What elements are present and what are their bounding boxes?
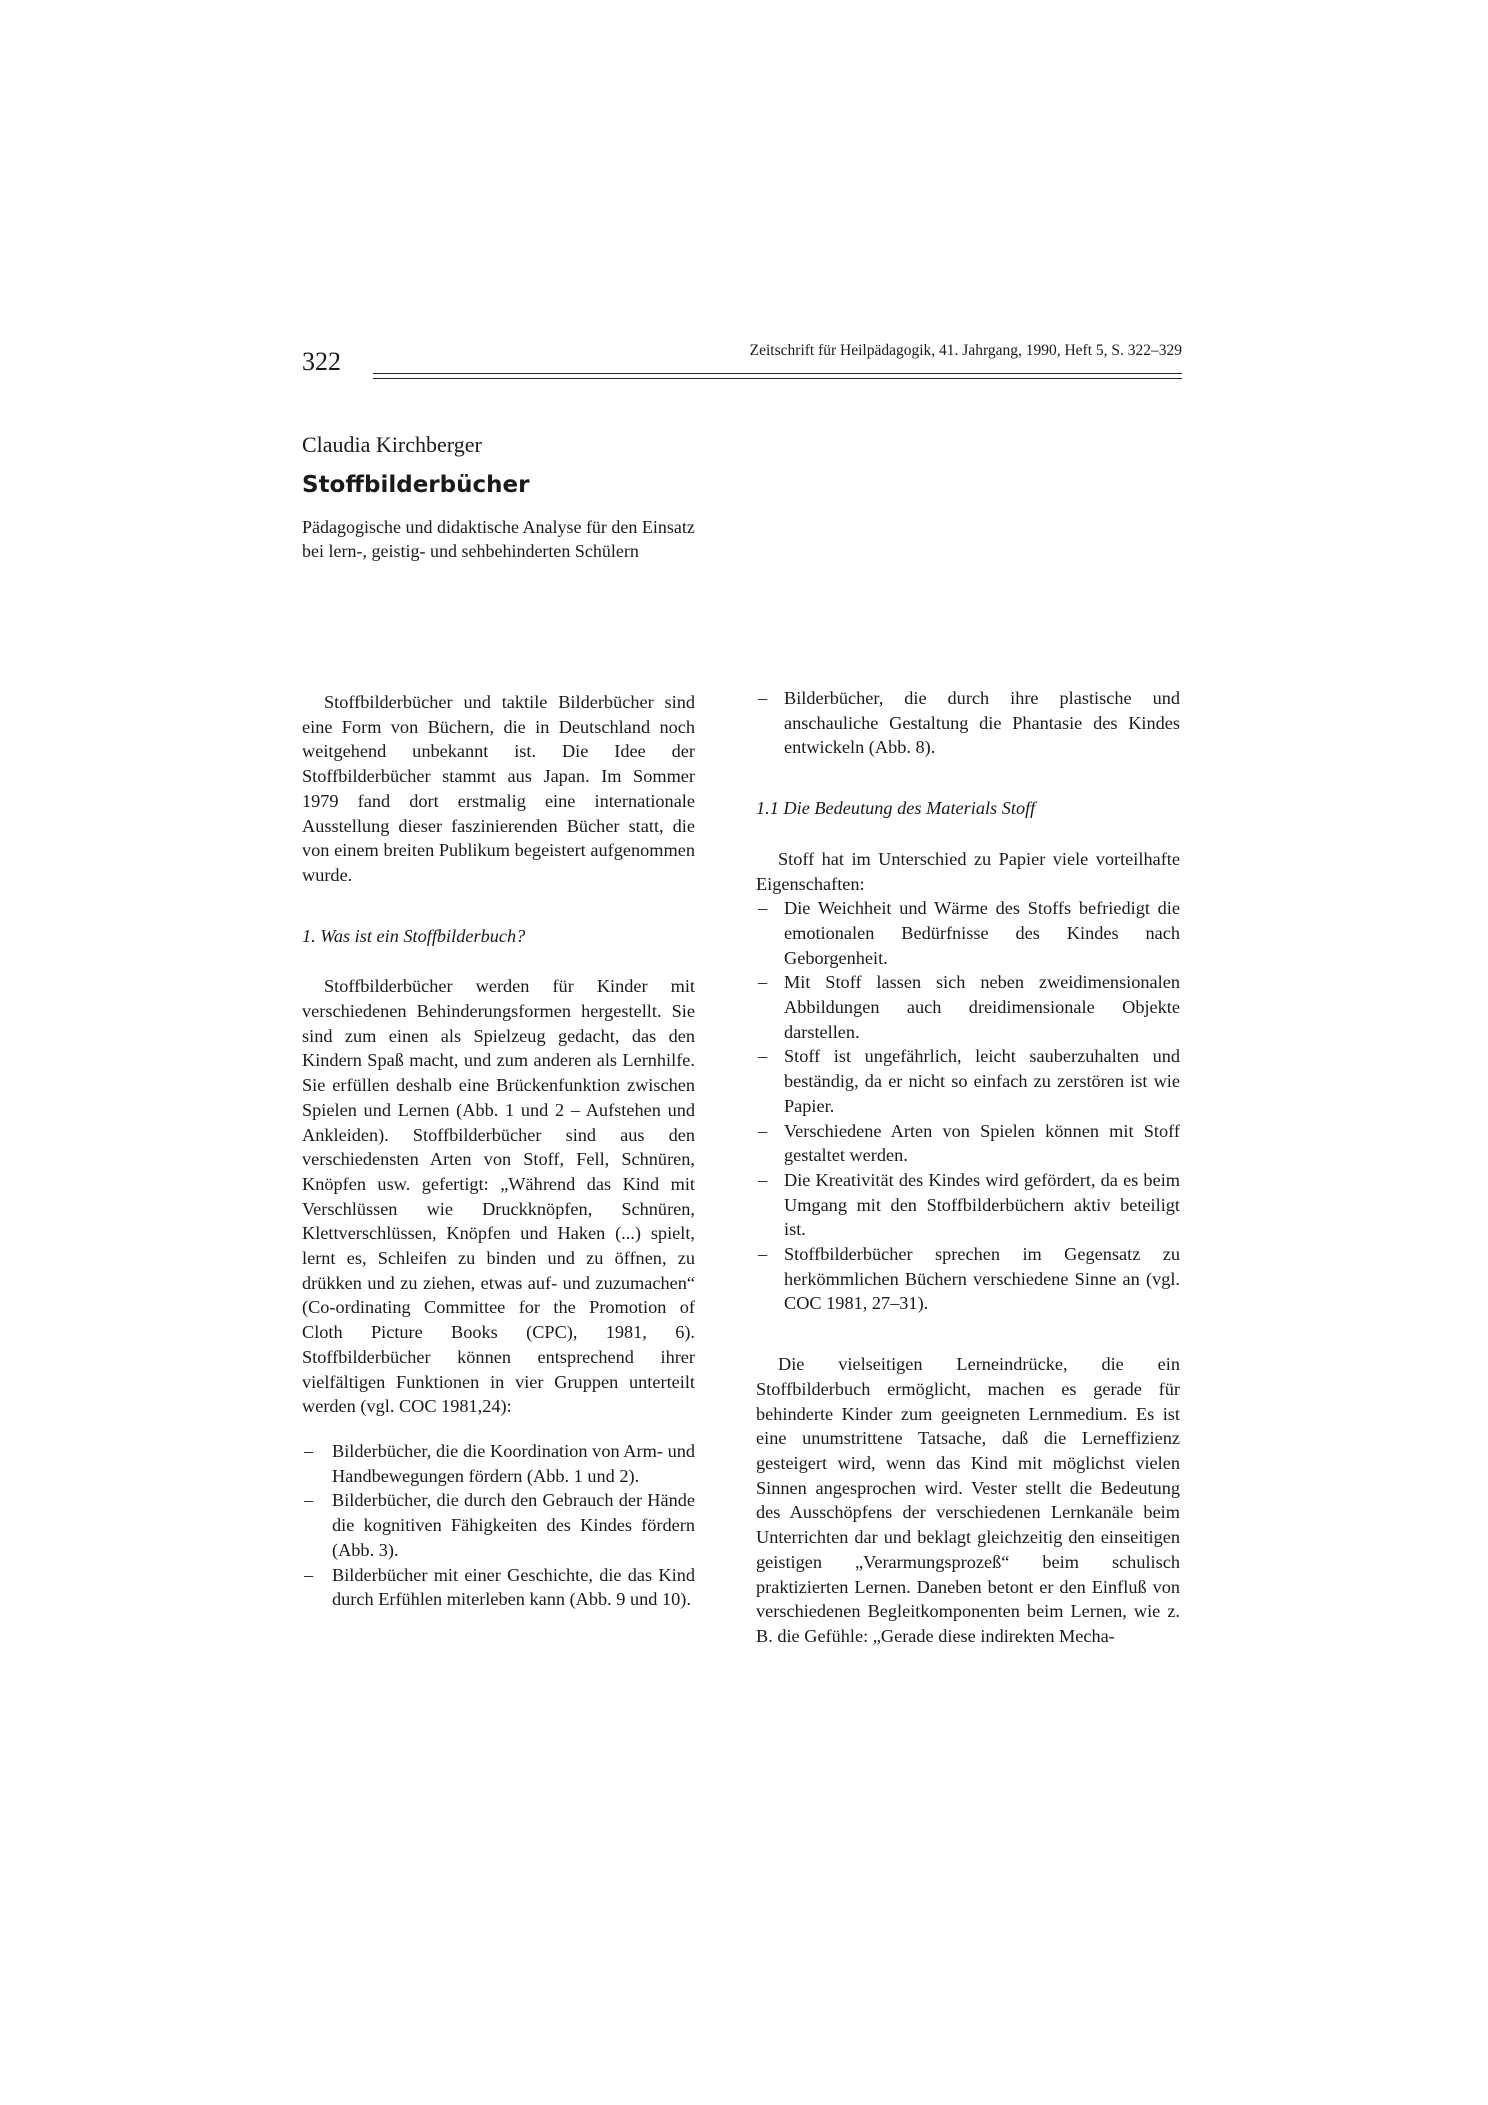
- list-item: – Bilderbücher, die die Koordination von Arm- und Handbewegungen fördern (Abb. 1 und 2).: [302, 1439, 695, 1488]
- section-1-1-paragraph: Stoff hat im Unterschied zu Papier viele vorteilhafte Eigenschaften:: [756, 848, 1180, 894]
- list-item: – Bilderbücher, die durch den Gebrauch der Hände die kognitiven Fähigkeiten des Kindes fördern (Abb. 3).: [302, 1488, 695, 1562]
- list-item: – Stoff ist ungefährlich, leicht sauberzuhalten und beständig, da er nicht so einfach zu zerstören ist wie Papier.: [756, 1044, 1180, 1118]
- section-1-paragraph: Stoffbilderbücher werden für Kinder mit verschiedenen Behinderungsformen hergestellt. Sie sind zum einen als Spielzeug gedacht, das den Kindern Spaß macht, und zum anderen als Lernhilfe. Sie erfüllen deshalb eine Brückenfunktion zwischen Spielen und Lernen (Abb. 1 und 2 – Aufstehen und Ankleiden). Stoffbilderbücher sind aus den verschiedensten Arten von Stoff, Fell, Schnüren, Knöpfen usw. gefertigt: „Während das Kind mit Verschlüssen wie Druckknöpfen, Schnüren, Klettverschlüssen, Knöpfen und Haken (...) spielt, lernt es, Schleifen zu binden und zu öffnen, zu drükken und zu ziehen, etwas auf- und zuzumachen“ (Co-ordinating Committee for the Promotion of Cloth Picture Books (CPC), 1981, 6). Stoffbilderbücher können entsprechend ihrer vielfältigen Funktionen in vier Gruppen unterteilt werden (vgl. COC 1981,24):: [302, 976, 695, 1417]
- section-heading-1: 1. Was ist ein Stoffbilderbuch?: [302, 925, 526, 946]
- page-number: 322: [302, 347, 341, 376]
- book-groups-list-continued: [756, 686, 1180, 760]
- list-item: – Bilderbücher mit einer Geschichte, die das Kind durch Erfühlen miterleben kann (Abb. 9 und 10).: [302, 1563, 695, 1612]
- list-item: – Verschiedene Arten von Spielen können mit Stoff gestaltet werden.: [756, 1119, 1180, 1168]
- list-item: – Mit Stoff lassen sich neben zweidimensionalen Abbildungen auch dreidimensionale Objekte darstellen.: [756, 970, 1180, 1044]
- list-item: – Bilderbücher, die durch ihre plastische und anschauliche Gestaltung die Phantasie des Kindes entwickeln (Abb. 8).: [756, 686, 1180, 760]
- intro-paragraph: Stoffbilderbücher und taktile Bilderbücher sind eine Form von Büchern, die in Deutschland noch weitgehend unbekannt ist. Die Idee der Stoffbilderbücher stammt aus Japan. Im Sommer 1979 fand dort erstmalig eine internationale Ausstellung dieser faszinierenden Bücher statt, die von einem breiten Publikum begeistert aufgenommen wurde.: [302, 692, 695, 885]
- right-column: [756, 686, 1180, 1649]
- article-title: Stoffbilderbücher: [302, 472, 530, 498]
- header-rule: [373, 373, 1182, 379]
- list-item: – Die Kreativität des Kindes wird gefördert, da es beim Umgang mit den Stoffbilderbüchern aktiv beteiligt ist.: [756, 1168, 1180, 1242]
- journal-citation: Zeitschrift für Heilpädagogik, 41. Jahrgang, 1990, Heft 5, S. 322–329: [749, 342, 1182, 359]
- subtitle-line-1: Pädagogische und didaktische Analyse für den Einsatz: [302, 517, 695, 537]
- author-name: Claudia Kirchberger: [302, 432, 482, 457]
- list-item: – Die Weichheit und Wärme des Stoffs befriedigt die emotionalen Bedürfnisse des Kindes nach Geborgenheit.: [756, 896, 1180, 970]
- learning-impressions-paragraph: Die vielseitigen Lerneindrücke, die ein Stoffbilderbuch ermöglicht, machen es gerade für behinderte Kinder zum geeigneten Lernmedium. Es ist eine unumstrittene Tatsache, daß die Lerneffizienz gesteigert wird, wenn das Kind mit möglichst vielen Sinnen angesprochen wird. Vester stellt die Bedeutung des Ausschöpfens der verschiedenen Lernkanäle beim Unterrichten dar und beklagt gleichzeitig den einseitigen geistigen „Verarmungsprozeß“ beim schulisch praktizierten Lernen. Daneben betont er den Einfluß von verschiedenen Begleitkomponenten beim Lernen, wie z. B. die Gefühle: „Gerade diese indirekten Mecha-: [756, 1354, 1180, 1646]
- section-heading-1-1: 1.1 Die Bedeutung des Materials Stoff: [756, 798, 1036, 819]
- material-properties-list: [756, 896, 1180, 1316]
- list-item: – Stoffbilderbücher sprechen im Gegensatz zu herkömmlichen Büchern verschiedene Sinne an (vgl. COC 1981, 27–31).: [756, 1242, 1180, 1316]
- book-groups-list: [302, 1439, 695, 1612]
- subtitle-line-2: bei lern-, geistig- und sehbehinderten Schülern: [302, 541, 639, 561]
- article-subtitle: [302, 515, 902, 563]
- left-column: [302, 690, 695, 1612]
